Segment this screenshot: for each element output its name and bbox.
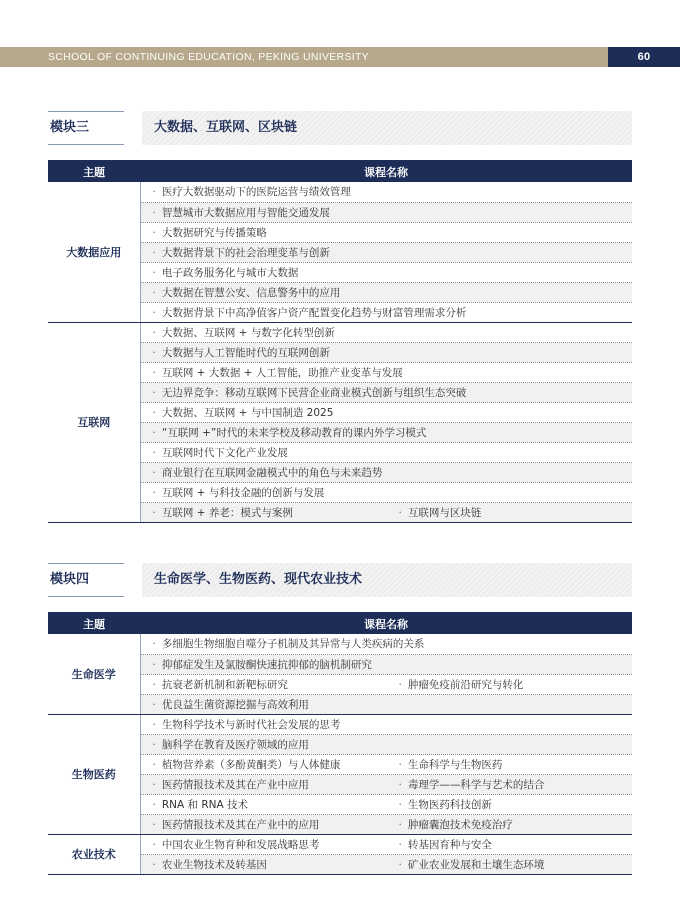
bullet-dot: · xyxy=(398,838,402,851)
bullet-dot: · xyxy=(152,858,156,871)
bullet-dot: · xyxy=(398,758,402,771)
course-cell xyxy=(140,442,632,462)
bullet-dot: · xyxy=(152,638,156,651)
course-name: 医药情报技术及其在产业中应用 xyxy=(161,778,309,791)
course-cell xyxy=(140,362,632,382)
course-name: 大数据在智慧公安、信息警务中的应用 xyxy=(161,286,341,299)
course-cell xyxy=(140,402,632,422)
course-cell xyxy=(140,222,632,242)
course-cell xyxy=(140,322,632,342)
course-name: 商业银行在互联网金融模式中的角色与未来趋势 xyxy=(161,466,383,479)
bullet-dot: · xyxy=(398,778,402,791)
course-cell xyxy=(140,794,632,814)
course-name: 无边界竞争：移动互联网下民营企业商业模式创新与组织生态突破 xyxy=(161,386,467,399)
topic-cell: 大数据应用 xyxy=(48,182,140,322)
topic-cell: 农业技术 xyxy=(48,834,140,874)
module-title: 大数据、互联网、区块链 xyxy=(142,111,632,145)
topic-cell: 互联网 xyxy=(48,322,140,522)
course-name: 生物科学技术与新时代社会发展的思考 xyxy=(161,718,341,731)
course-cell xyxy=(140,422,632,442)
bullet-dot: · xyxy=(152,306,156,319)
bullet-dot: · xyxy=(152,446,156,459)
course-cell xyxy=(140,654,632,674)
bullet-dot: · xyxy=(152,758,156,771)
bullet-dot: · xyxy=(152,286,156,299)
school-name: SCHOOL OF CONTINUING EDUCATION, PEKING UNIVERSITY xyxy=(48,51,369,63)
bullet-dot: · xyxy=(152,186,156,199)
course-name: 优良益生菌资源挖掘与高效利用 xyxy=(161,698,309,711)
course-name: 互联网 + 养老：模式与案例 xyxy=(161,506,293,519)
course-cell xyxy=(140,754,632,774)
course-name: 生物医药科技创新 xyxy=(407,798,492,811)
course-cell xyxy=(140,262,632,282)
course-name: 肿瘤免疫前沿研究与转化 xyxy=(407,678,524,691)
bullet-dot: · xyxy=(398,798,402,811)
course-cell xyxy=(140,834,632,854)
course-cell xyxy=(140,382,632,402)
bullet-dot: · xyxy=(152,658,156,671)
course-name: 互联网与区块链 xyxy=(407,506,482,519)
course-cell xyxy=(140,182,632,202)
bullet-dot: · xyxy=(152,778,156,791)
bullet-dot: · xyxy=(398,858,402,871)
course-cell xyxy=(140,462,632,482)
course-cell xyxy=(140,242,632,262)
bullet-dot: · xyxy=(152,466,156,479)
bullet-dot: · xyxy=(152,246,156,259)
bullet-dot: · xyxy=(398,506,402,519)
course-cell xyxy=(140,634,632,654)
table-row xyxy=(48,634,632,654)
course-name: 医药情报技术及其在产业中的应用 xyxy=(161,818,320,831)
course-name: 脑科学在教育及医疗领域的应用 xyxy=(161,738,309,751)
bullet-dot: · xyxy=(152,206,156,219)
course-name: 转基因育种与安全 xyxy=(407,838,492,851)
course-cell xyxy=(140,714,632,734)
bullet-dot: · xyxy=(152,838,156,851)
column-header-course: 课程名称 xyxy=(140,162,632,182)
table-row xyxy=(48,834,632,854)
bullet-dot: · xyxy=(152,346,156,359)
bullet-dot: · xyxy=(152,426,156,439)
course-cell xyxy=(140,202,632,222)
bullet-dot: · xyxy=(152,798,156,811)
course-name: 多细胞生物细胞自噬分子机制及其异常与人类疾病的关系 xyxy=(161,638,425,651)
course-name: 大数据与人工智能时代的互联网创新 xyxy=(161,346,330,359)
course-name: 电子政务服务化与城市大数据 xyxy=(161,266,299,279)
course-cell xyxy=(140,774,632,794)
bullet-dot: · xyxy=(152,718,156,731)
course-name: 植物营养素（多酚黄酮类）与人体健康 xyxy=(161,758,341,771)
bullet-dot: · xyxy=(152,678,156,691)
course-name: 中国农业生物育种和发展战略思考 xyxy=(161,838,320,851)
module-tab: 模块三 xyxy=(48,111,124,145)
page-header-bar xyxy=(0,47,680,67)
course-cell xyxy=(140,502,632,522)
bullet-dot: · xyxy=(152,266,156,279)
course-name: 大数据研究与传播策略 xyxy=(161,226,267,239)
course-name: 智慧城市大数据应用与智能交通发展 xyxy=(161,206,330,219)
course-name: 大数据、互联网 + 与中国制造 2025 xyxy=(161,406,334,419)
course-name: 抑郁症发生及氯胺酮快速抗抑郁的脑机制研究 xyxy=(161,658,372,671)
module-title: 生命医学、生物医药、现代农业技术 xyxy=(142,563,632,597)
course-name: 大数据背景下中高净值客户资产配置变化趋势与财富管理需求分析 xyxy=(161,306,467,319)
course-name: 生命科学与生物医药 xyxy=(407,758,503,771)
topic-cell: 生命医学 xyxy=(48,634,140,714)
course-name: 毒理学——科学与艺术的结合 xyxy=(407,778,545,791)
course-name: 大数据背景下的社会治理变革与创新 xyxy=(161,246,330,259)
bullet-dot: · xyxy=(398,818,402,831)
column-header-course: 课程名称 xyxy=(140,614,632,634)
course-name: 矿业农业发展和土壤生态环境 xyxy=(407,858,545,871)
table-row xyxy=(48,322,632,342)
column-header-topic: 主题 xyxy=(48,162,140,182)
bullet-dot: · xyxy=(152,226,156,239)
course-name: 互联网 + 与科技金融的创新与发展 xyxy=(161,486,325,499)
module-tab: 模块四 xyxy=(48,563,124,597)
bullet-dot: · xyxy=(152,486,156,499)
bullet-dot: · xyxy=(152,406,156,419)
bullet-dot: · xyxy=(152,738,156,751)
course-cell xyxy=(140,342,632,362)
course-cell xyxy=(140,482,632,502)
course-name: 农业生物技术及转基因 xyxy=(161,858,267,871)
bullet-dot: · xyxy=(152,326,156,339)
course-cell xyxy=(140,854,632,874)
course-name: 互联网 + 大数据 + 人工智能，助推产业变革与发展 xyxy=(161,366,403,379)
course-name: 肿瘤囊泡技术免疫治疗 xyxy=(407,818,513,831)
course-cell xyxy=(140,814,632,834)
course-name: 互联网时代下文化产业发展 xyxy=(161,446,288,459)
course-cell xyxy=(140,302,632,322)
column-header-topic: 主题 xyxy=(48,614,140,634)
bullet-dot: · xyxy=(152,698,156,711)
bullet-dot: · xyxy=(152,506,156,519)
course-name: RNA 和 RNA 技术 xyxy=(161,798,249,811)
course-cell xyxy=(140,734,632,754)
bullet-dot: · xyxy=(152,386,156,399)
course-name: 抗衰老新机制和新靶标研究 xyxy=(161,678,288,691)
bullet-dot: · xyxy=(398,678,402,691)
course-name: “互联网 +”时代的未来学校及移动教育的课内外学习模式 xyxy=(161,426,427,439)
course-name: 大数据、互联网 + 与数字化转型创新 xyxy=(161,326,335,339)
page-number: 60 xyxy=(608,47,680,67)
course-table xyxy=(48,614,632,875)
course-cell xyxy=(140,674,632,694)
bullet-dot: · xyxy=(152,366,156,379)
course-cell xyxy=(140,694,632,714)
table-row xyxy=(48,182,632,202)
course-name: 医疗大数据驱动下的医院运营与绩效管理 xyxy=(161,186,351,199)
topic-cell: 生物医药 xyxy=(48,714,140,834)
course-cell xyxy=(140,282,632,302)
table-row xyxy=(48,714,632,734)
course-table xyxy=(48,162,632,523)
bullet-dot: · xyxy=(152,818,156,831)
